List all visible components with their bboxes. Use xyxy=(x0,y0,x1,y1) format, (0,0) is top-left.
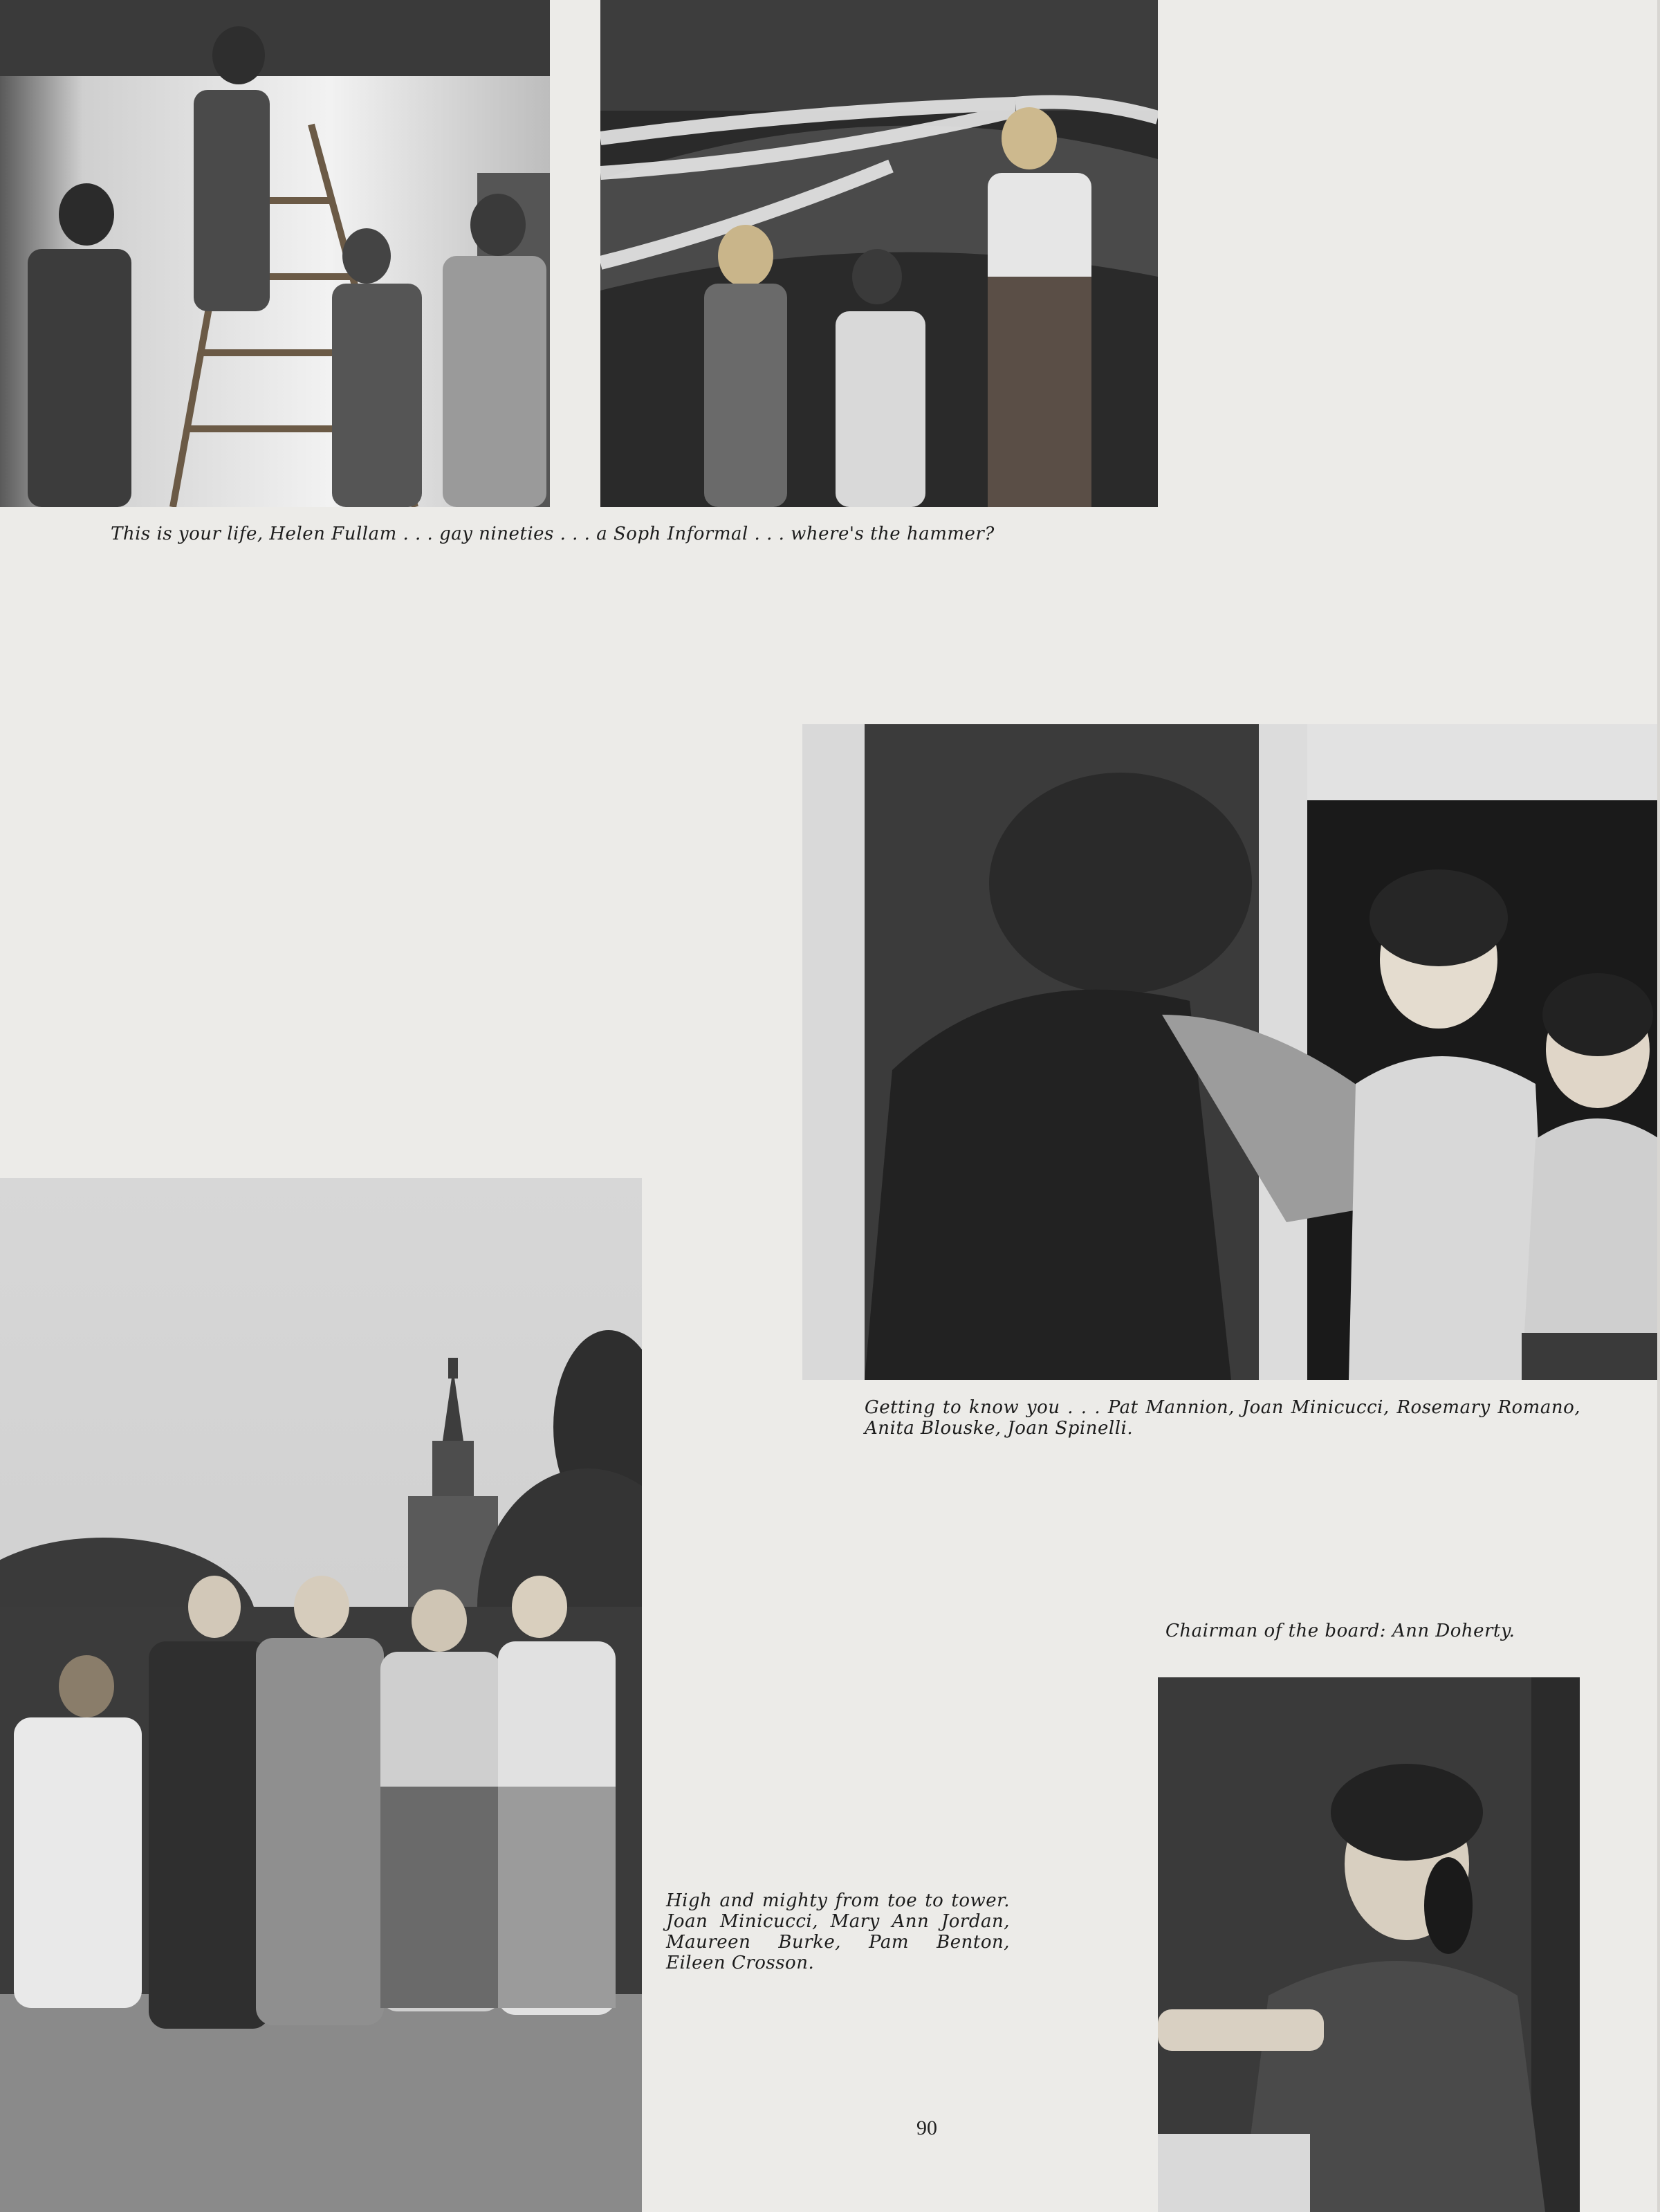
caption-getting-to-know-you: Getting to know you . . . Pat Mannion, Joan Minicucci, Rosemary Romano, Anita Blouske, Joan Spinelli. xyxy=(865,1397,1580,1439)
caption-high-and-mighty: High and mighty from toe to tower. Joan Minicucci, Mary Ann Jordan, Maureen Burke, Pam Benton, Eileen Crosson. xyxy=(666,1890,1010,1973)
page-number: 90 xyxy=(916,2117,937,2139)
caption-top: This is your life, Helen Fullam . . . gay nineties . . . a Soph Informal . . . where's the hammer? xyxy=(111,524,995,544)
photo-group-with-tower xyxy=(0,1178,642,2212)
photo-chairman-on-phone xyxy=(1158,1677,1580,2212)
caption-chairman: Chairman of the board: Ann Doherty. xyxy=(1165,1621,1515,1641)
photo-getting-to-know-you xyxy=(802,724,1660,1380)
page-edge xyxy=(1657,0,1660,2212)
photo-ladder-decorating xyxy=(0,0,550,507)
photo-streamers-decorating xyxy=(600,0,1158,507)
